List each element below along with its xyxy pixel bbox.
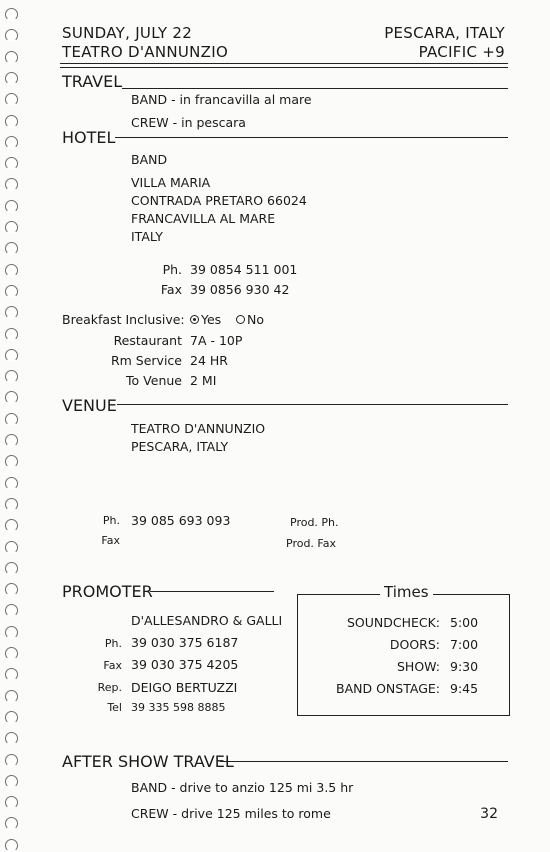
- restaurant-label: Restaurant: [113, 333, 182, 348]
- promoter-fax: 39 030 375 4205: [131, 657, 239, 672]
- times-value: 7:00: [450, 637, 479, 652]
- breakfast-label: Breakfast Inclusive:: [62, 312, 185, 327]
- promoter-rule: [150, 591, 274, 592]
- times-label: DOORS:: [389, 637, 440, 652]
- radio-selected-icon: [190, 315, 199, 324]
- to-venue-label: To Venue: [126, 373, 182, 388]
- binding-ring: [5, 626, 18, 639]
- binding-ring: [5, 264, 18, 277]
- venue-phone: 39 085 693 093: [131, 513, 231, 528]
- venue-title: VENUE: [62, 396, 117, 415]
- breakfast-yes-label: Yes: [201, 312, 222, 327]
- hotel-phone: 39 0854 511 001: [190, 262, 298, 277]
- promoter-phone-label: Ph.: [104, 637, 122, 650]
- promoter-title: PROMOTER: [62, 582, 153, 601]
- binding-ring: [5, 200, 18, 213]
- binding-ring: [5, 306, 18, 319]
- rm-service-hours: 24 HR: [190, 353, 228, 368]
- binding-ring: [5, 242, 18, 255]
- binding-ring: [5, 562, 18, 575]
- binding-ring: [5, 477, 18, 490]
- binding-ring: [5, 157, 18, 170]
- times-title: Times: [380, 583, 433, 601]
- venue-address-line: TEATRO D'ANNUNZIO: [131, 421, 266, 436]
- binding-ring: [5, 349, 18, 362]
- times-value: 5:00: [450, 615, 479, 630]
- binding-ring: [5, 732, 18, 745]
- binding-ring: [5, 178, 18, 191]
- hotel-title: HOTEL: [62, 128, 116, 147]
- binding-ring: [5, 328, 18, 341]
- binding-ring: [5, 413, 18, 426]
- binding-ring: [5, 391, 18, 404]
- hotel-fax: 39 0856 930 42: [190, 282, 290, 297]
- times-box: [297, 594, 510, 716]
- after-show-band: BAND - drive to anzio 125 mi 3.5 hr: [131, 780, 354, 795]
- binding-ring: [5, 51, 18, 64]
- page-number: 32: [480, 806, 498, 822]
- promoter-rep-label: Rep.: [97, 681, 122, 694]
- binding-ring: [5, 221, 18, 234]
- header-timezone: PACIFIC +9: [418, 43, 505, 61]
- travel-title: TRAVEL: [62, 72, 123, 91]
- binding-ring: [5, 668, 18, 681]
- binding-ring: [5, 647, 18, 660]
- spiral-binding: [0, 0, 26, 851]
- binding-ring: [5, 817, 18, 830]
- venue-rule: [117, 404, 508, 405]
- binding-ring: [5, 93, 18, 106]
- promoter-tel-label: Tel: [107, 701, 122, 714]
- after-show-crew: CREW - drive 125 miles to rome: [131, 806, 331, 821]
- header-city: PESCARA, ITALY: [384, 24, 505, 42]
- header-divider: [60, 63, 508, 64]
- hotel-address-line: VILLA MARIA: [131, 175, 211, 190]
- hotel-fax-label: Fax: [160, 282, 182, 297]
- restaurant-hours: 7A - 10P: [190, 333, 243, 348]
- binding-ring: [5, 775, 18, 788]
- binding-ring: [5, 115, 18, 128]
- binding-ring: [5, 72, 18, 85]
- header-venue: TEATRO D'ANNUNZIO: [62, 43, 229, 61]
- travel-rule: [122, 88, 508, 89]
- venue-prod-fax-label: Prod. Fax: [286, 537, 336, 550]
- times-label: BAND ONSTAGE:: [336, 681, 440, 696]
- radio-unselected-icon: [236, 315, 245, 324]
- header-date: SUNDAY, JULY 22: [62, 24, 193, 42]
- binding-ring: [5, 455, 18, 468]
- rm-service-label: Rm Service: [110, 353, 182, 368]
- binding-ring: [5, 29, 18, 42]
- promoter-rep: DEIGO BERTUZZI: [131, 680, 238, 695]
- header-divider-2: [60, 67, 508, 68]
- binding-ring: [5, 370, 18, 383]
- promoter-phone: 39 030 375 6187: [131, 635, 239, 650]
- binding-ring: [5, 285, 18, 298]
- venue-fax-label: Fax: [101, 534, 120, 547]
- binding-ring: [5, 583, 18, 596]
- times-value: 9:30: [450, 659, 479, 674]
- after-show-rule: [220, 761, 508, 762]
- times-label: SHOW:: [396, 659, 440, 674]
- times-label: SOUNDCHECK:: [346, 615, 440, 630]
- hotel-phone-label: Ph.: [162, 262, 182, 277]
- binding-ring: [5, 541, 18, 554]
- binding-ring: [5, 604, 18, 617]
- promoter-tel: 39 335 598 8885: [131, 701, 226, 714]
- binding-ring: [5, 796, 18, 809]
- binding-ring: [5, 434, 18, 447]
- hotel-address-line: ITALY: [131, 229, 163, 244]
- binding-ring: [5, 690, 18, 703]
- breakfast-no-option[interactable]: [236, 312, 264, 327]
- venue-prod-phone-label: Prod. Ph.: [290, 516, 339, 529]
- travel-crew: CREW - in pescara: [131, 115, 246, 130]
- hotel-group: BAND: [131, 152, 168, 167]
- hotel-address-line: CONTRADA PRETARO 66024: [131, 193, 307, 208]
- binding-ring: [5, 754, 18, 767]
- venue-address-line: PESCARA, ITALY: [131, 439, 229, 454]
- binding-ring: [5, 839, 18, 852]
- binding-ring: [5, 8, 18, 21]
- venue-phone-label: Ph.: [102, 514, 120, 527]
- hotel-address-line: FRANCAVILLA AL MARE: [131, 211, 276, 226]
- after-show-title: AFTER SHOW TRAVEL: [62, 752, 234, 771]
- breakfast-no-label: No: [247, 312, 264, 327]
- promoter-name: D'ALLESANDRO & GALLI: [131, 613, 283, 628]
- binding-ring: [5, 519, 18, 532]
- breakfast-yes-option[interactable]: [190, 312, 221, 327]
- times-value: 9:45: [450, 681, 479, 696]
- to-venue-distance: 2 MI: [190, 373, 217, 388]
- promoter-fax-label: Fax: [103, 659, 122, 672]
- binding-ring: [5, 136, 18, 149]
- binding-ring: [5, 498, 18, 511]
- hotel-rule: [115, 137, 508, 138]
- travel-band: BAND - in francavilla al mare: [131, 92, 312, 107]
- binding-ring: [5, 711, 18, 724]
